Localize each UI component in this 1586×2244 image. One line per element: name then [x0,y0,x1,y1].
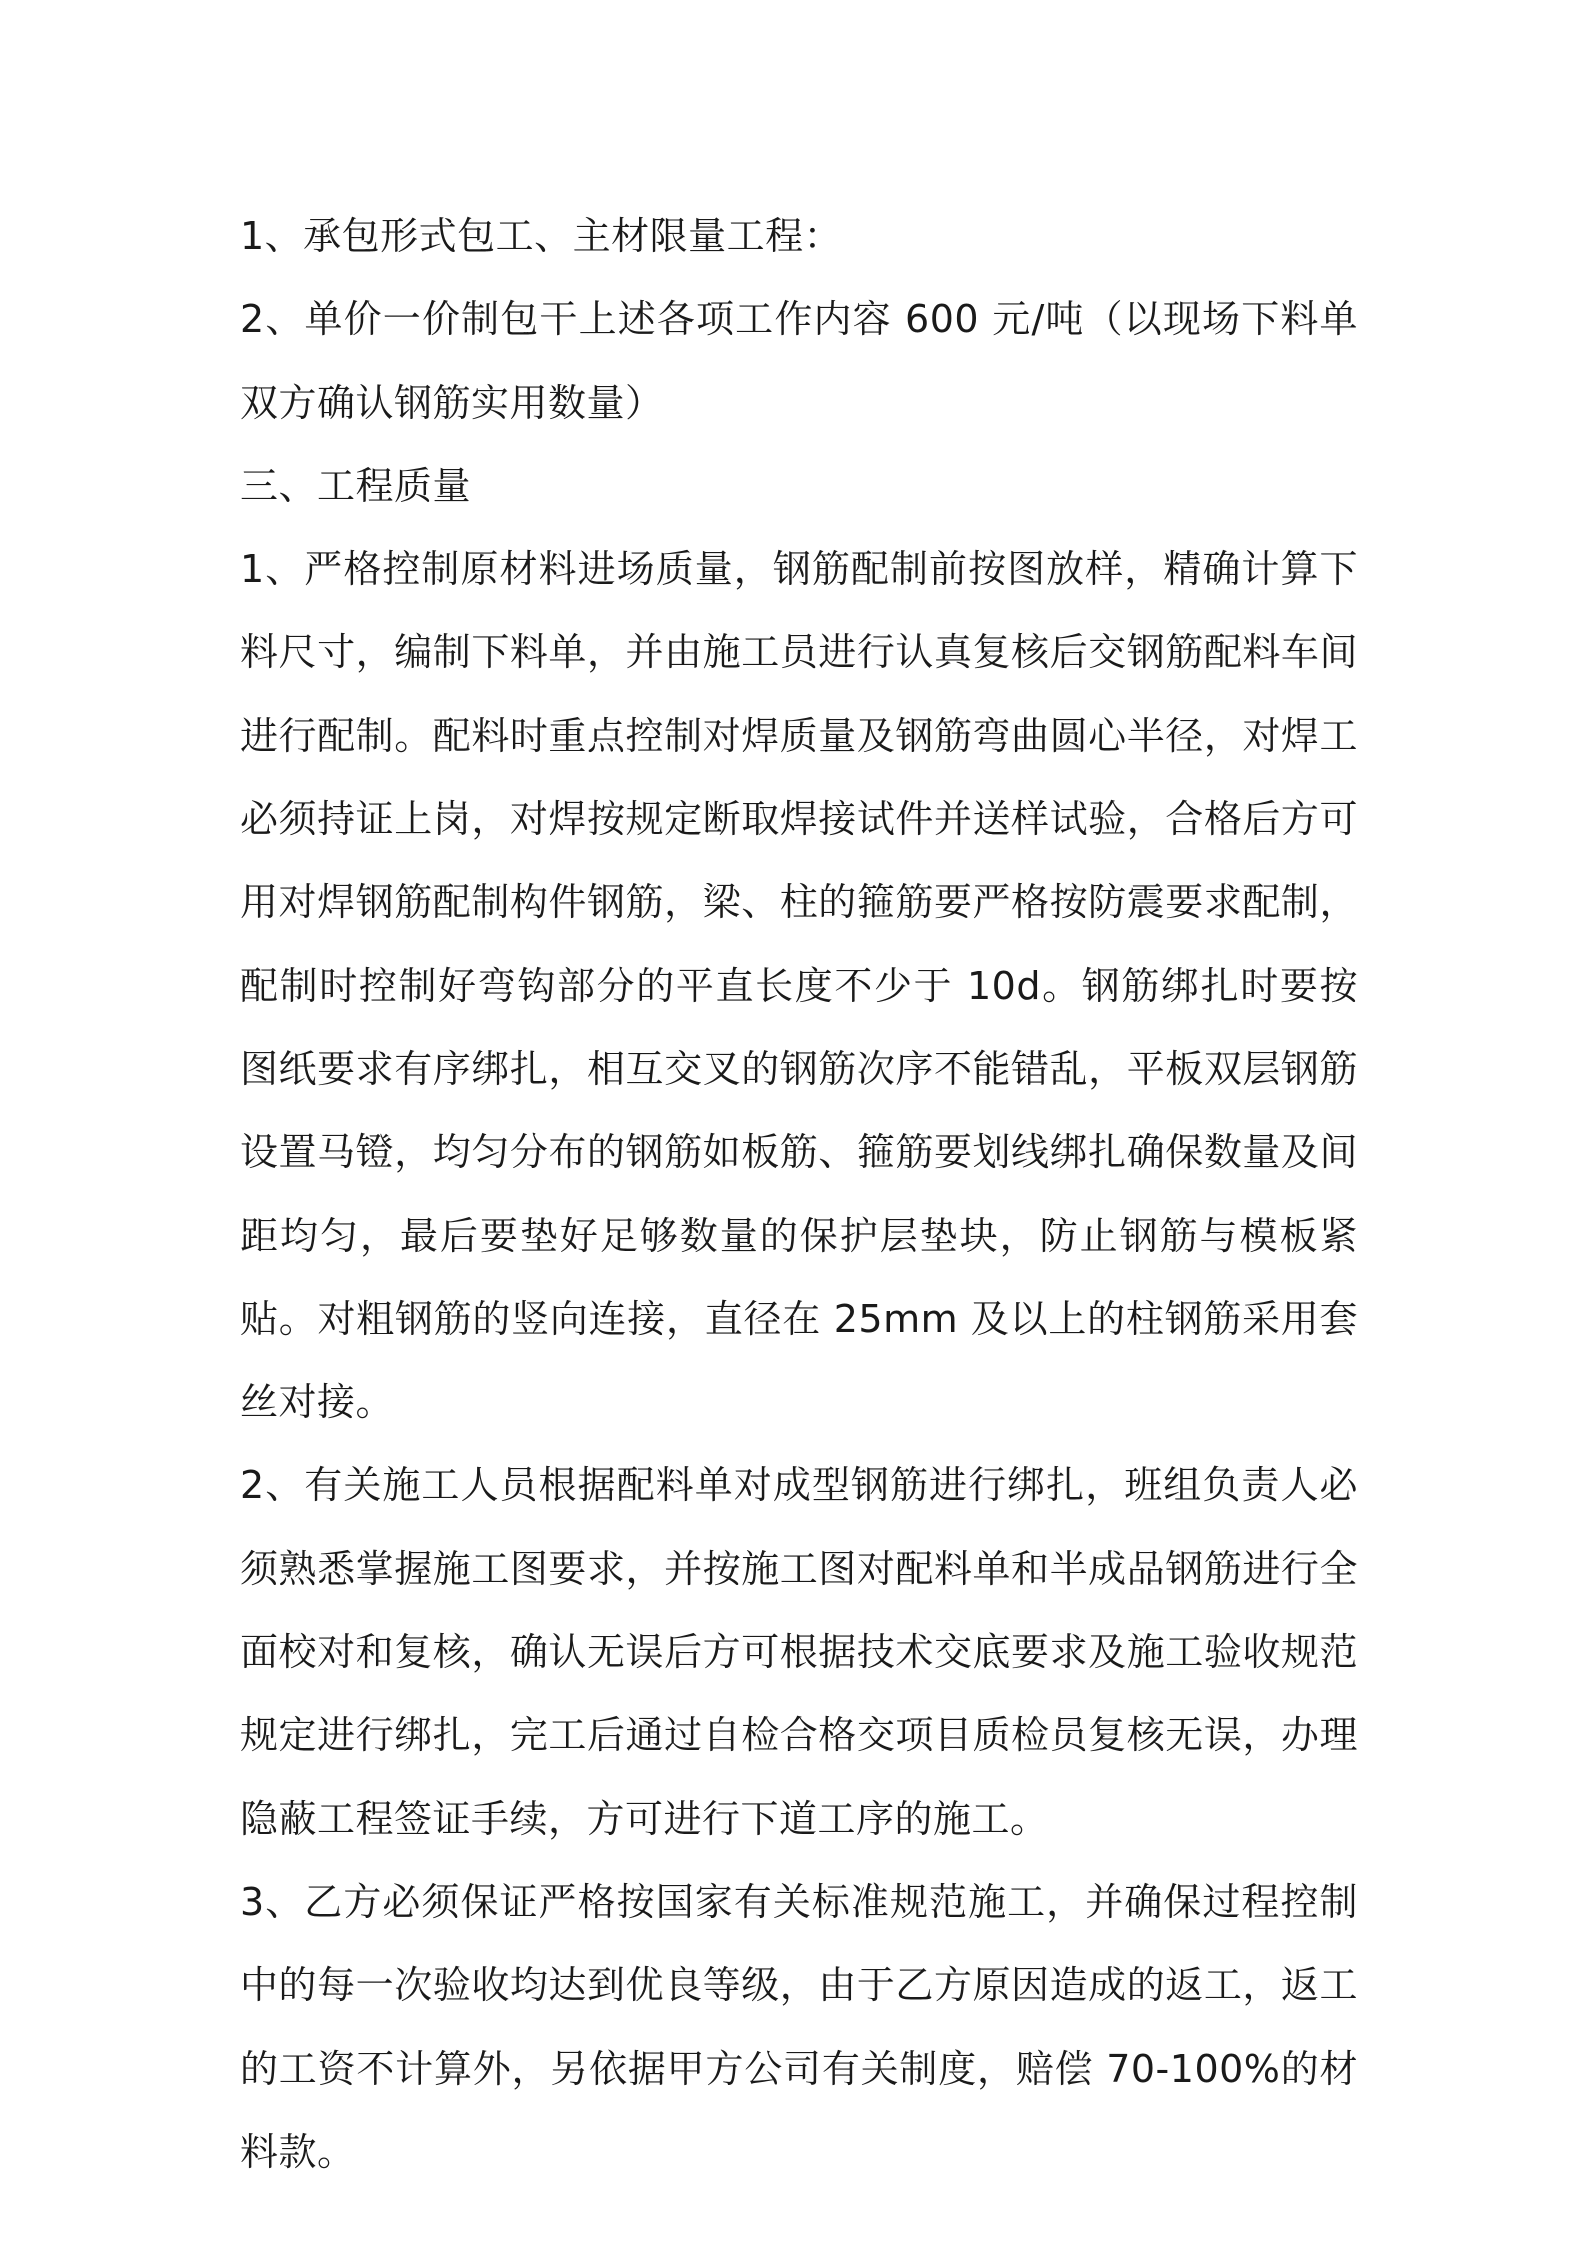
quality-clause-2: 2、有关施工人员根据配料单对成型钢筋进行绑扎，班组负责人必须熟悉掌握施工图要求，并按施工图对配料单和半成品钢筋进行全面校对和复核，确认无误后方可根据技术交底要求及施工验收规范规定进行绑扎，完工后通过自检合格交项目质检员复核无误，办理隐蔽工程签证手续，方可进行下道工序的施工。 [240,1463,1358,1841]
document-body [240,195,1358,2194]
section-heading-quality: 三、工程质量 [240,463,472,508]
quality-clause-3: 3、乙方必须保证严格按国家有关标准规范施工，并确保过程控制中的每一次验收均达到优良等级，由于乙方原因造成的返工，返工的工资不计算外，另依据甲方公司有关制度，赔偿 70-100%的材料款。 [240,1879,1358,2174]
contract-clause-2: 2、单价一价制包干上述各项工作内容 600 元/吨（以现场下料单双方确认钢筋实用数量） [240,297,1358,425]
contract-clause-1: 1、承包形式包工、主材限量工程： [240,214,843,258]
quality-clause-1: 1、严格控制原材料进场质量，钢筋配制前按图放样，精确计算下料尺寸，编制下料单，并由施工员进行认真复核后交钢筋配料车间进行配制。配料时重点控制对焊质量及钢筋弯曲圆心半径，对焊工必须持证上岗，对焊按规定断取焊接试件并送样试验，合格后方可用对焊钢筋配制构件钢筋，梁、柱的箍筋要严格按防震要求配制，配制时控制好弯钩部分的平直长度不少于 10d。钢筋绑扎时要按图纸要求有序绑扎，相互交叉的钢筋次序不能错乱，平板双层钢筋设置马镫，均匀分布的钢筋如板筋、箍筋要划线绑扎确保数量及间距均匀，最后要垫好足够数量的保护层垫块，防止钢筋与模板紧贴。对粗钢筋的竖向连接，直径在 25mm 及以上的柱钢筋采用套丝对接。 [240,547,1358,1425]
